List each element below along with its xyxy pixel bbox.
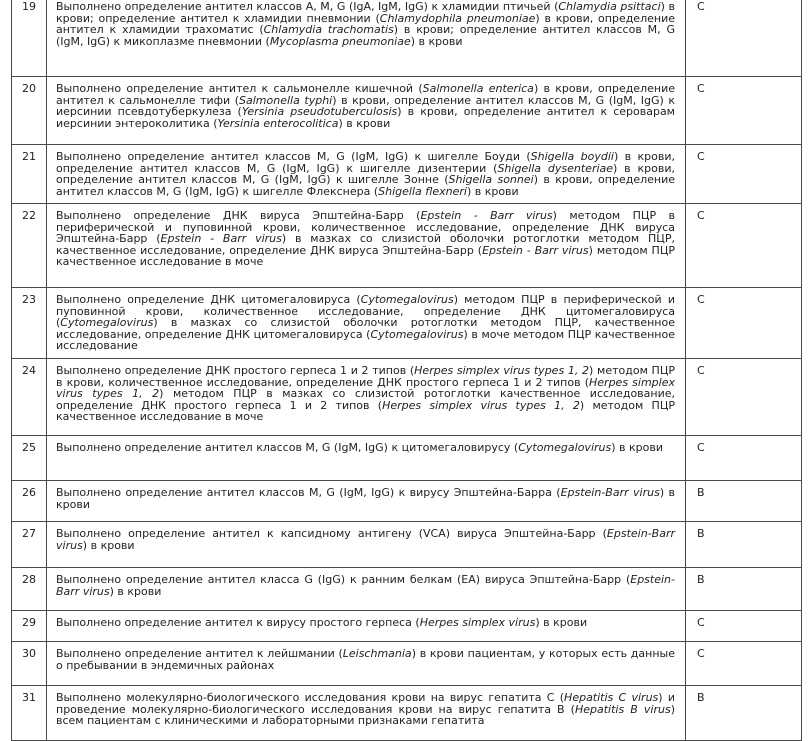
row-number: 27: [12, 522, 47, 568]
latin-name: Cytomegalovirus: [60, 316, 154, 330]
text-fragment: ) всем пациентам с клиническими и лабораторными признаками гепатита: [56, 702, 676, 728]
row-number: 25: [12, 436, 47, 481]
text-fragment: Выполнено определение антител классов M, G (IgM, IgG) к шигелле Боуди (: [56, 150, 531, 163]
text-fragment: ) в крови: [82, 538, 135, 552]
criterion-text: [47, 642, 686, 686]
table-row: [12, 642, 802, 686]
text-fragment: ) в крови; определение антител классов M, G (IgM, IgG) к микоплазме пневмонии (: [56, 23, 675, 48]
text-fragment: ) в мазках со слизистой оболочки ротоглотки методом ПЦР, качественное исследование, определение ДНК цитомегаловируса (: [56, 316, 675, 341]
latin-name: Epstein - Barr virus: [482, 243, 589, 257]
text-fragment: ) в мазках со слизистой оболочки ротоглотки методом ПЦР, качественное исследование, определение ДНК вируса Эпштейна-Барр (: [56, 232, 675, 257]
latin-name: Epstein - Barr virus: [160, 232, 282, 246]
text-fragment: ) в крови, определение антител классов M, G (IgM, IgG) к шигелле Флекснера (: [56, 173, 675, 198]
latin-name: Epstein-Barr virus: [560, 486, 660, 499]
evidence-level: B: [686, 481, 802, 522]
text-fragment: Выполнено определение антител классов M, G (IgM, IgG) к вирусу Эпштейна-Барра (: [56, 486, 561, 499]
text-fragment: ) в крови: [466, 184, 519, 198]
row-number: 26: [12, 481, 47, 522]
evidence-level: C: [686, 611, 802, 642]
table-row: [12, 686, 802, 741]
criterion-text: [47, 0, 686, 77]
table-row: [12, 359, 802, 436]
text-fragment: ) в крови, определение антител к хламидии трахоматис (: [56, 11, 675, 37]
latin-name: Shigella flexneri: [378, 184, 467, 198]
row-number: 23: [12, 288, 47, 359]
table-row: [12, 522, 802, 568]
text-fragment: ) в крови, определение антител классов M, G (IgM, IgG) к шигелле дизентерии (: [56, 150, 675, 175]
latin-name: Herpes simplex virus types 1, 2: [382, 398, 580, 412]
text-fragment: Выполнено определение антител классов A, M, G (IgA, IgM, IgG) к хламидии птичьей (: [56, 0, 559, 13]
latin-name: Yersinia pseudotuberculosis: [241, 105, 398, 119]
evidence-level: B: [686, 522, 802, 568]
criterion-text: [47, 77, 686, 145]
text-fragment: Выполнено молекулярно-биологического исследования крови на вирус гепатита C (: [56, 691, 565, 704]
evidence-level: C: [686, 359, 802, 436]
text-fragment: ) в крови: [410, 34, 463, 48]
evidence-level: B: [686, 686, 802, 741]
row-number: 28: [12, 568, 47, 611]
latin-name: Herpes simplex virus types 1, 2: [414, 364, 590, 377]
latin-name: Shigella dysenteriae: [497, 161, 614, 175]
text-fragment: ) методом ПЦР в крови, количественное исследование, определение ДНК простого герпеса 1 и 2 типов (: [56, 364, 675, 389]
text-fragment: ) и проведение молекулярно-биологического исследования крови на вирус гепатита B (: [56, 691, 675, 716]
row-number: 24: [12, 359, 47, 436]
criterion-text: [47, 686, 686, 741]
latin-name: Salmonella enterica: [422, 82, 534, 95]
text-fragment: ) методом ПЦР в периферической и пуповинной крови, количественное исследование, определение ДНК вируса Эпштейна-Барр (: [56, 209, 676, 246]
criteria-table: [11, 0, 802, 741]
text-fragment: ) в крови; определение антител к хламидии пневмонии (: [56, 0, 675, 25]
criterion-text: [47, 359, 686, 436]
text-fragment: Выполнено определение антител к лейшмании (: [56, 647, 343, 660]
table-row: [12, 204, 802, 288]
row-number: 29: [12, 611, 47, 642]
evidence-level: C: [686, 0, 802, 77]
row-number: 30: [12, 642, 47, 686]
evidence-level: C: [686, 77, 802, 145]
criterion-text: [47, 204, 686, 288]
latin-name: Mycoplasma pneumoniae: [269, 34, 411, 48]
text-fragment: Выполнено определение антител к сальмонелле кишечной (: [56, 82, 423, 95]
row-number: 31: [12, 686, 47, 741]
text-fragment: ) в моче методом ПЦР качественное исследование: [56, 327, 675, 353]
evidence-level: B: [686, 568, 802, 611]
evidence-level: C: [686, 288, 802, 359]
criterion-text: [47, 522, 686, 568]
latin-name: Cytomegalovirus: [370, 327, 464, 341]
table-row: [12, 288, 802, 359]
text-fragment: Выполнено определение ДНК цитомегаловируса (: [56, 293, 361, 306]
criteria-table-body: [12, 0, 802, 741]
text-fragment: ) в крови, определение антител классов M, G (IgM, IgG) к шигелле Зонне (: [56, 161, 675, 187]
latin-name: Epstein-Barr virus: [56, 527, 675, 552]
latin-name: Shigella sonnei: [448, 173, 534, 187]
latin-name: Cytomegalovirus: [360, 293, 454, 306]
latin-name: Chlamydia psittaci: [558, 0, 661, 13]
text-fragment: ) методом ПЦР в периферической и пуповинной крови, количественное исследование, определение ДНК цитомегаловируса (: [56, 293, 675, 330]
criterion-text: [47, 481, 686, 522]
latin-name: Yersinia enterocolitica: [217, 116, 339, 130]
text-fragment: ) в крови: [109, 584, 162, 598]
text-fragment: ) методом ПЦР в мазках со слизистой ротоглотки качественное исследование, определение ДНК простого герпеса 1 и 2 типов (: [56, 387, 675, 412]
latin-name: Epstein - Barr virus: [420, 209, 553, 222]
evidence-level: C: [686, 204, 802, 288]
criterion-text: [47, 568, 686, 611]
row-number: 20: [12, 77, 47, 145]
evidence-level: C: [686, 436, 802, 481]
text-fragment: Выполнено определение антител к капсидному антигену (VCA) вируса Эпштейна-Барр (: [56, 527, 607, 540]
table-row: [12, 481, 802, 522]
table-row: [12, 611, 802, 642]
latin-name: Hepatitis C virus: [564, 691, 659, 704]
text-fragment: Выполнено определение антител к вирусу простого герпеса (: [56, 616, 420, 629]
text-fragment: ) в крови, определение антител к серовaрам иерсинии энтероколитика (: [56, 105, 675, 130]
evidence-level: C: [686, 145, 802, 204]
text-fragment: ) методом ПЦР качественное исследование в моче: [56, 243, 676, 269]
table-row: [12, 436, 802, 481]
text-fragment: ) в крови, определение антител классов M, G (IgM, IgG) к иерсинии псевдотуберкулеза (: [56, 93, 675, 119]
row-number: 19: [12, 0, 47, 77]
criterion-text: [47, 611, 686, 642]
latin-name: Shigella boydii: [530, 150, 614, 163]
latin-name: Salmonella typhi: [239, 93, 333, 107]
text-fragment: ) методом ПЦР качественное исследование в моче: [56, 398, 676, 424]
latin-name: Herpes simplex virus types 1, 2: [56, 375, 676, 401]
text-fragment: Выполнено определение ДНК простого герпеса 1 и 2 типов (: [56, 364, 415, 377]
text-fragment: Выполнено определение ДНК вируса Эпштейна-Барр (: [56, 209, 421, 222]
text-fragment: ) в крови, определение антител к сальмонелле тифи (: [56, 82, 675, 107]
criterion-text: [47, 288, 686, 359]
criterion-text: [47, 436, 686, 481]
text-fragment: Выполнено определение антител классов M, G (IgM, IgG) к цитомегаловирусу (: [56, 441, 519, 454]
table-row: [12, 145, 802, 204]
latin-name: Cytomegalovirus: [518, 441, 612, 454]
text-fragment: ) в крови пациентам, у которых есть данные о пребывании в эндемичных районах: [56, 647, 675, 672]
text-fragment: ) в крови: [611, 441, 663, 454]
latin-name: Hepatitis B virus: [574, 702, 671, 716]
text-fragment: Выполнено определение антител класса G (IgG) к ранним белкам (EA) вируса Эпштейна-Барр (: [56, 573, 631, 586]
table-row: [12, 568, 802, 611]
criterion-text: [47, 145, 686, 204]
text-fragment: ) в крови: [535, 616, 588, 629]
latin-name: Epstein-Barr virus: [56, 573, 675, 598]
latin-name: Leischmania: [342, 647, 412, 660]
latin-name: Chlamydophila pneumoniae: [379, 11, 536, 25]
text-fragment: ) в крови: [56, 486, 675, 511]
table-row: [12, 77, 802, 145]
row-number: 21: [12, 145, 47, 204]
latin-name: Chlamydia trachomatis: [263, 23, 394, 37]
text-fragment: ) в крови: [338, 116, 391, 130]
evidence-level: C: [686, 642, 802, 686]
row-number: 22: [12, 204, 47, 288]
table-row: [12, 0, 802, 77]
latin-name: Herpes simplex virus: [419, 616, 536, 629]
